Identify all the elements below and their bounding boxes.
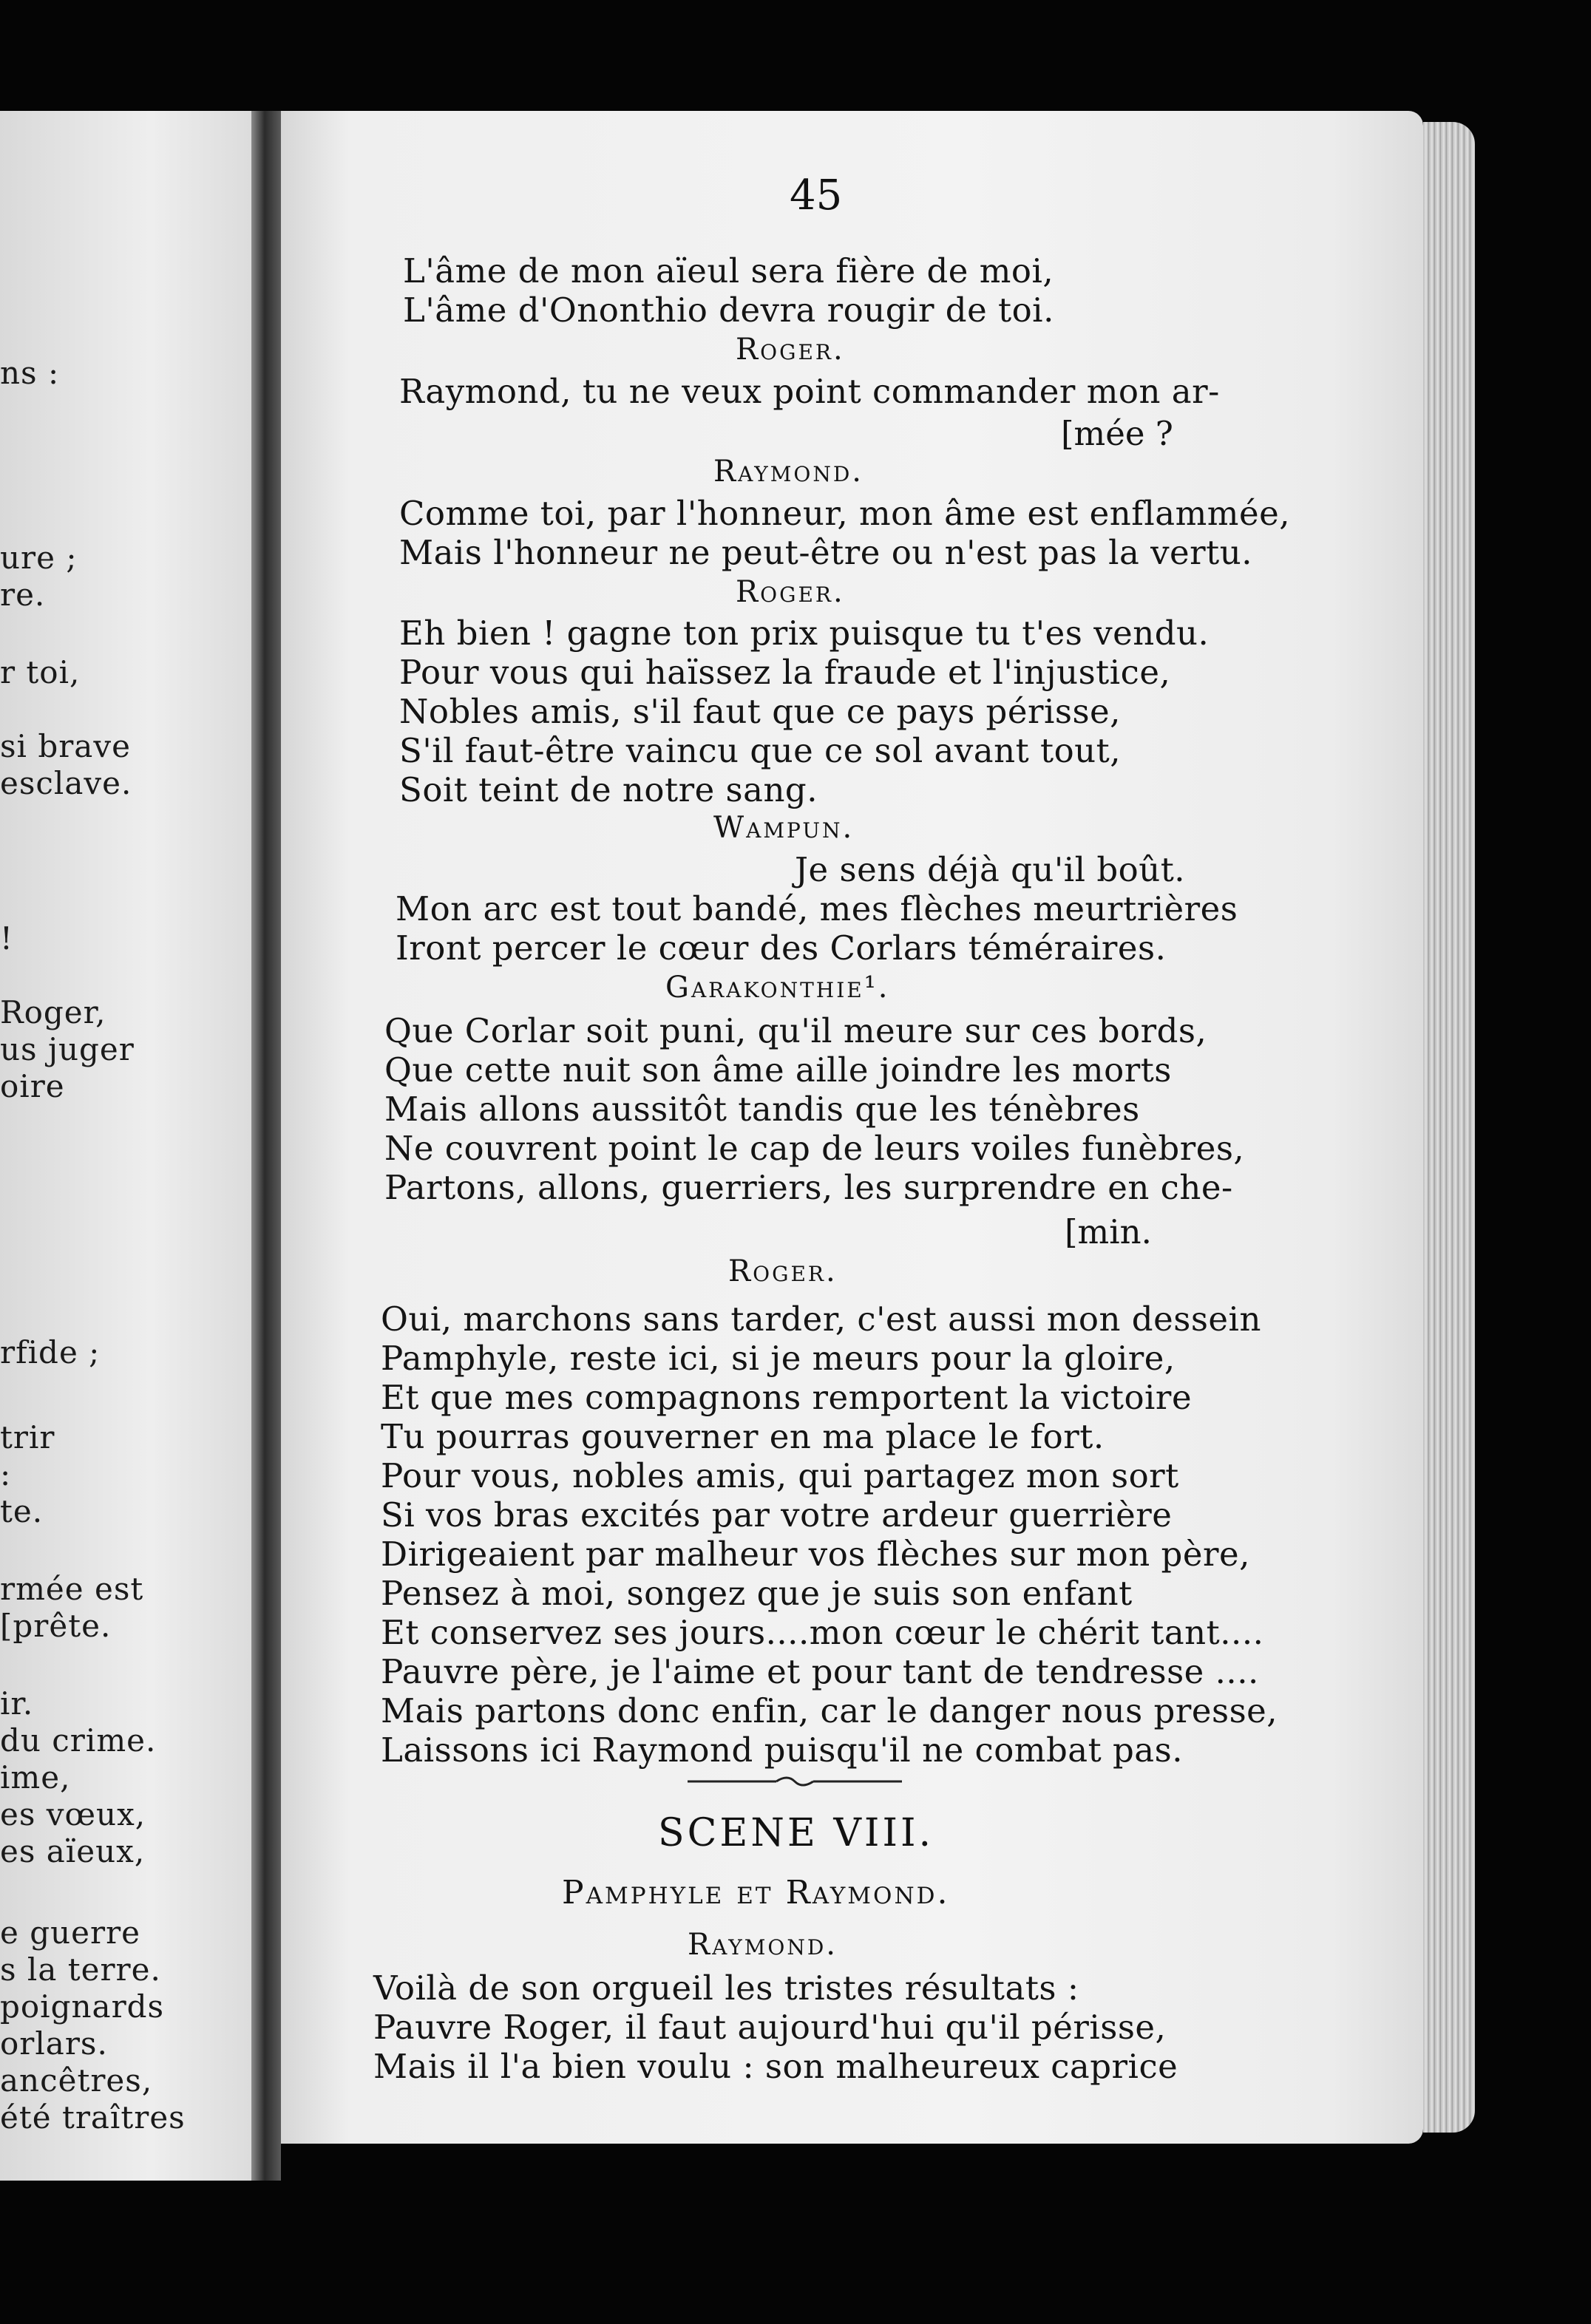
- left-page-line: trir: [0, 1419, 55, 1455]
- verse-line: Pamphyle, reste ici, si je meurs pour la gloire,: [381, 1339, 1176, 1378]
- verse-line: Et conservez ses jours....mon cœur le chérit tant....: [381, 1613, 1264, 1652]
- left-page-line: si brave: [0, 728, 131, 764]
- verse-line: Laissons ici Raymond puisqu'il ne combat pas.: [381, 1730, 1184, 1770]
- verse-line: L'âme d'Ononthio devra rougir de toi.: [403, 290, 1054, 330]
- speaker-name: Roger.: [736, 333, 845, 367]
- left-page-line: oire: [0, 1068, 65, 1104]
- verse-line: Pour vous, nobles amis, qui partagez mon sort: [381, 1456, 1179, 1495]
- verse-line: Mais partons donc enfin, car le danger nous presse,: [381, 1691, 1278, 1730]
- verse-line: Que cette nuit son âme aille joindre les morts: [384, 1050, 1172, 1090]
- verse-line: Tu pourras gouverner en ma place le fort.: [381, 1417, 1105, 1456]
- verse-line: Voilà de son orgueil les tristes résultats :: [373, 1968, 1079, 2008]
- speaker-name: Raymond.: [688, 1928, 838, 1962]
- verse-line: Pour vous qui haïssez la fraude et l'injustice,: [399, 653, 1171, 692]
- left-page-line: s la terre.: [0, 1951, 161, 1988]
- book-gutter: [251, 111, 281, 2181]
- left-page-line: [prête.: [0, 1608, 112, 1644]
- verse-line: Pensez à moi, songez que je suis son enfant: [381, 1574, 1133, 1613]
- left-page-line: du crime.: [0, 1722, 157, 1759]
- verse-line: Ne couvrent point le cap de leurs voiles funèbres,: [384, 1129, 1245, 1168]
- speaker-name: Raymond.: [713, 455, 864, 489]
- page-number: 45: [790, 171, 843, 220]
- scene-title: SCENE VIII.: [658, 1811, 934, 1855]
- speaker-name: Roger.: [736, 575, 845, 609]
- left-page-line: es aïeux,: [0, 1833, 146, 1869]
- verse-line: Mais l'honneur ne peut-être ou n'est pas la vertu.: [399, 533, 1253, 572]
- verse-line: Soit teint de notre sang.: [399, 770, 818, 809]
- left-page-line: ancêtres,: [0, 2062, 153, 2099]
- verse-line: Comme toi, par l'honneur, mon âme est enflammée,: [399, 494, 1291, 533]
- left-page-line: Roger,: [0, 994, 106, 1030]
- verse-line: Dirigeaient par malheur vos flèches sur mon père,: [381, 1535, 1250, 1574]
- left-page-line: ime,: [0, 1759, 71, 1795]
- verse-line: Je sens déjà qu'il boût.: [795, 850, 1186, 889]
- verse-line: Pauvre père, je l'aime et pour tant de tendresse ....: [381, 1652, 1259, 1691]
- left-page-line: r toi,: [0, 654, 81, 690]
- verse-line: Eh bien ! gagne ton prix puisque tu t'es vendu.: [399, 614, 1210, 653]
- left-page-line: es vœux,: [0, 1796, 146, 1832]
- speaker-name: Garakonthie¹.: [665, 971, 890, 1005]
- left-page-line: re.: [0, 577, 46, 613]
- verse-continuation: [min.: [1065, 1212, 1152, 1251]
- verse-line: Et que mes compagnons remportent la victoire: [381, 1378, 1193, 1417]
- left-page-line: !: [0, 920, 13, 957]
- verse-line: Si vos bras excités par votre ardeur guerrière: [381, 1495, 1173, 1535]
- verse-line: Mais il l'a bien voulu : son malheureux caprice: [373, 2047, 1178, 2086]
- left-page-line: us juger: [0, 1031, 135, 1067]
- left-page-line: ure ;: [0, 540, 78, 576]
- verse-line: Mais allons aussitôt tandis que les ténèbres: [384, 1090, 1140, 1129]
- verse-line: Que Corlar soit puni, qu'il meure sur ces bords,: [384, 1011, 1207, 1050]
- left-page-line: orlars.: [0, 2025, 108, 2062]
- left-page-line: été traîtres: [0, 2099, 186, 2136]
- left-page-line: te.: [0, 1493, 44, 1529]
- verse-line: S'il faut-être vaincu que ce sol avant tout,: [399, 731, 1122, 770]
- verse-line: Pauvre Roger, il faut aujourd'hui qu'il périsse,: [373, 2008, 1167, 2047]
- verse-line: Partons, allons, guerriers, les surprendre en che-: [384, 1168, 1233, 1207]
- left-page-line: rfide ;: [0, 1334, 101, 1370]
- left-page-line: esclave.: [0, 765, 132, 801]
- left-page-line: e guerre: [0, 1914, 141, 1951]
- scene-characters: Pamphyle et Raymond.: [562, 1874, 950, 1912]
- verse-continuation: [mée ?: [1061, 414, 1173, 453]
- verse-line: Oui, marchons sans tarder, c'est aussi mon dessein: [381, 1299, 1261, 1339]
- left-page-line: rmée est: [0, 1571, 144, 1607]
- left-page-line: ir.: [0, 1685, 34, 1722]
- page-edge: [1423, 122, 1475, 2133]
- left-page-line: poignards: [0, 1988, 165, 2025]
- verse-line: Iront percer le cœur des Corlars téméraires.: [396, 928, 1167, 968]
- speaker-name: Roger.: [728, 1254, 838, 1288]
- speaker-name: Wampun.: [713, 811, 855, 845]
- verse-line: Raymond, tu ne veux point commander mon ar-: [399, 372, 1220, 411]
- ornament-divider-icon: [688, 1774, 902, 1789]
- verse-line: Nobles amis, s'il faut que ce pays périsse,: [399, 692, 1121, 731]
- left-page: [0, 111, 251, 2181]
- left-page-line: ns :: [0, 355, 60, 391]
- left-page-line: :: [0, 1456, 12, 1492]
- verse-line: L'âme de mon aïeul sera fière de moi,: [403, 251, 1054, 290]
- verse-line: Mon arc est tout bandé, mes flèches meurtrières: [396, 889, 1238, 928]
